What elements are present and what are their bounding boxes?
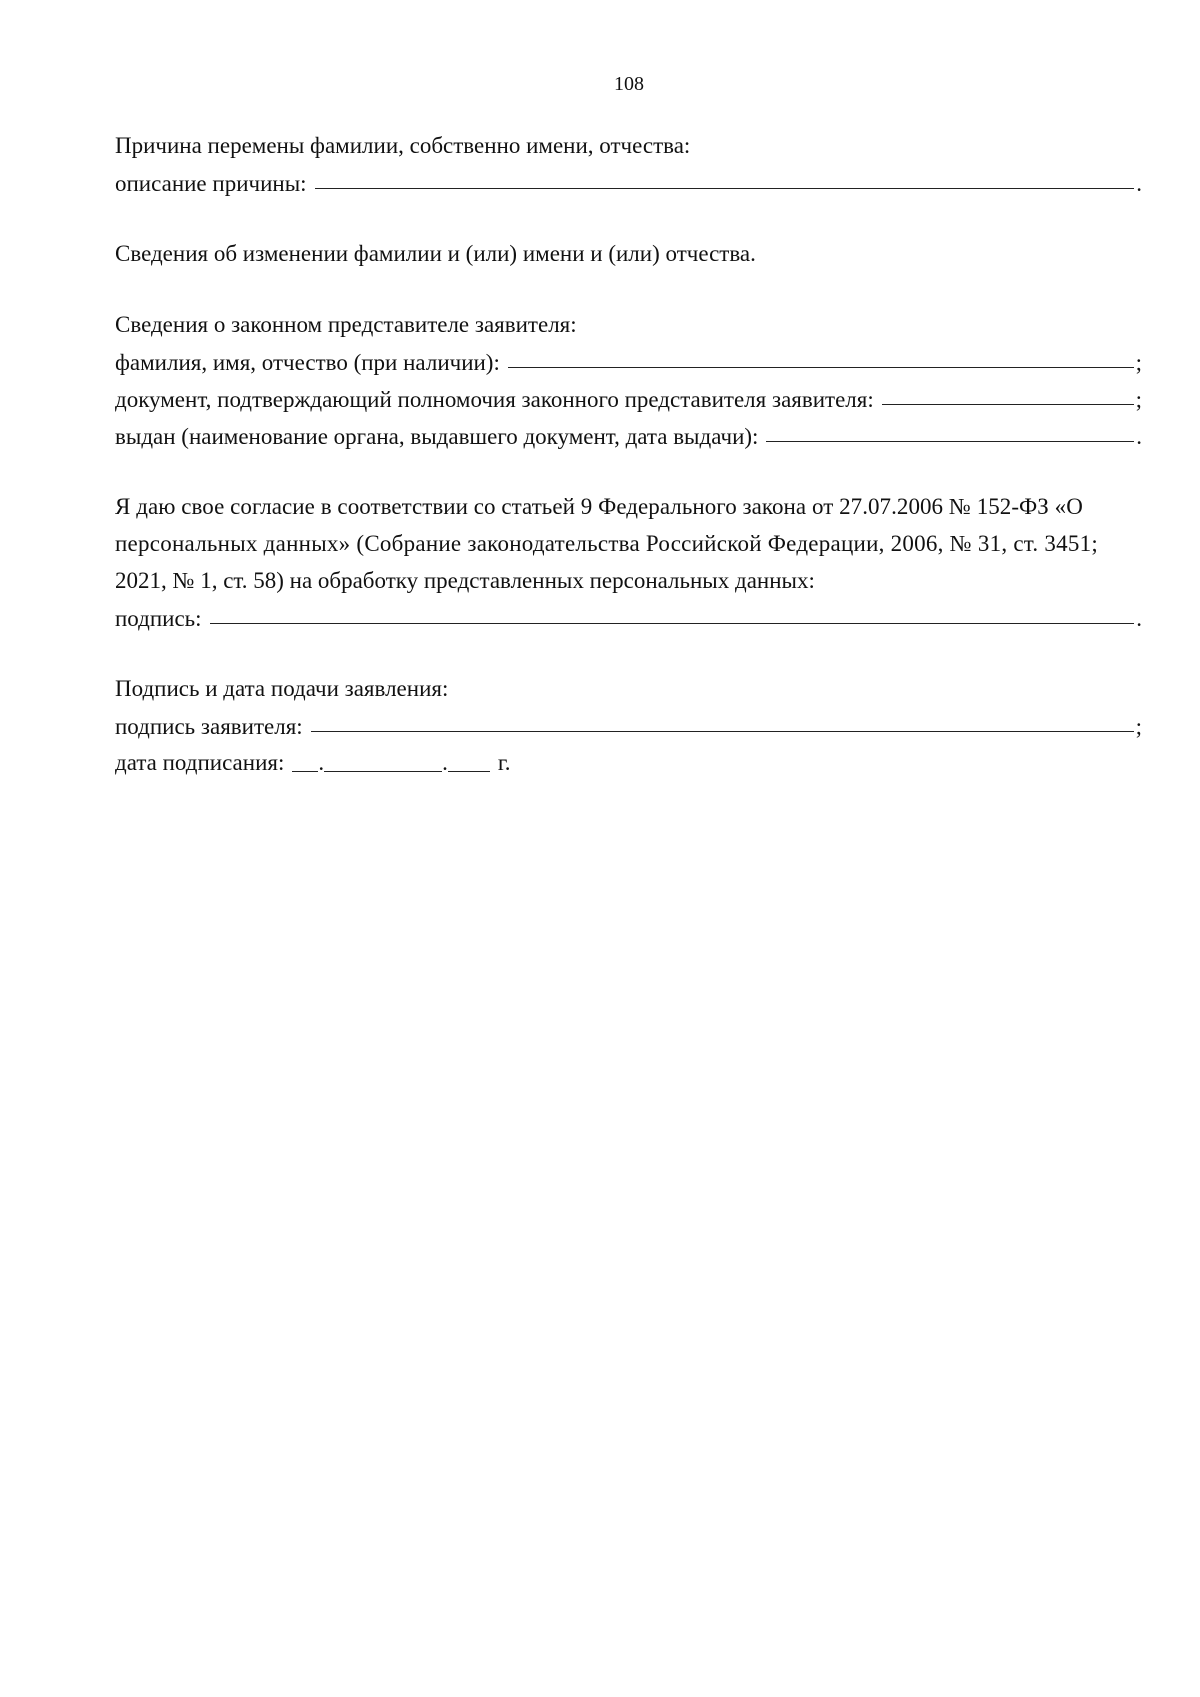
signing-date-day-blank[interactable] xyxy=(292,747,318,772)
consent-line-3 xyxy=(115,562,1142,599)
representative-document-field xyxy=(115,380,1142,417)
changes-line xyxy=(115,235,1142,272)
reason-heading: Причина перемены фамилии, собственно имени, отчества: xyxy=(115,133,691,158)
consent-signature-end: . xyxy=(1136,606,1142,631)
submission-heading-line xyxy=(115,670,1142,707)
representative-document-blank[interactable] xyxy=(882,378,1134,405)
signing-date-year-blank[interactable] xyxy=(448,747,490,772)
signing-date-year-suffix: г. xyxy=(497,750,511,775)
consent-line-1 xyxy=(115,488,1142,525)
applicant-signature-field xyxy=(115,707,1142,744)
representative-document-label: документ, подтверждающий полномочия законного представителя заявителя: xyxy=(115,387,874,412)
representative-document-end: ; xyxy=(1135,387,1142,412)
consent-text-1: Я даю свое согласие в соответствии со статьей 9 Федерального закона от 27.07.2006 № 152-ФЗ «О xyxy=(115,494,1083,519)
submission-heading: Подпись и дата подачи заявления: xyxy=(115,676,449,701)
applicant-signature-label: подпись заявителя: xyxy=(115,714,303,739)
signing-date-separator-1: . xyxy=(318,750,325,775)
applicant-signature-end: ; xyxy=(1135,714,1142,739)
representative-heading-line xyxy=(115,306,1142,343)
consent-signature-blank[interactable] xyxy=(210,597,1135,624)
changes-text: Сведения об изменении фамилии и (или) имени и (или) отчества. xyxy=(115,241,756,266)
consent-signature-label: подпись: xyxy=(115,606,202,631)
signing-date-label: дата подписания: xyxy=(115,750,285,775)
representative-issued-field xyxy=(115,417,1142,454)
signing-date-month-blank[interactable] xyxy=(324,747,442,772)
reason-description-label: описание причины: xyxy=(115,171,307,196)
representative-heading: Сведения о законном представителе заявителя: xyxy=(115,312,577,337)
representative-issued-label: выдан (наименование органа, выдавшего документ, дата выдачи): xyxy=(115,424,759,449)
reason-description-end: . xyxy=(1136,171,1142,196)
signing-date-field xyxy=(115,744,1142,781)
representative-fio-blank[interactable] xyxy=(508,341,1134,368)
consent-text-2: персональных данных» (Собрание законодательства Российской Федерации, 2006, № 31, ст. 3451; xyxy=(115,531,1098,556)
signing-date-separator-2: . xyxy=(442,750,448,775)
reason-description-field xyxy=(115,164,1142,201)
applicant-signature-blank[interactable] xyxy=(311,705,1134,732)
reason-description-blank[interactable] xyxy=(315,162,1135,189)
representative-fio-end: ; xyxy=(1135,350,1142,375)
consent-line-2 xyxy=(115,525,1142,562)
consent-text-3: 2021, № 1, ст. 58) на обработку представленных персональных данных: xyxy=(115,568,815,593)
representative-fio-field xyxy=(115,343,1142,380)
representative-issued-end: . xyxy=(1136,424,1142,449)
page-number: 108 xyxy=(614,73,644,95)
form-content xyxy=(115,127,1142,781)
representative-fio-label: фамилия, имя, отчество (при наличии): xyxy=(115,350,500,375)
representative-issued-blank[interactable] xyxy=(766,415,1134,442)
consent-signature-field xyxy=(115,599,1142,636)
reason-heading-line xyxy=(115,127,1142,164)
